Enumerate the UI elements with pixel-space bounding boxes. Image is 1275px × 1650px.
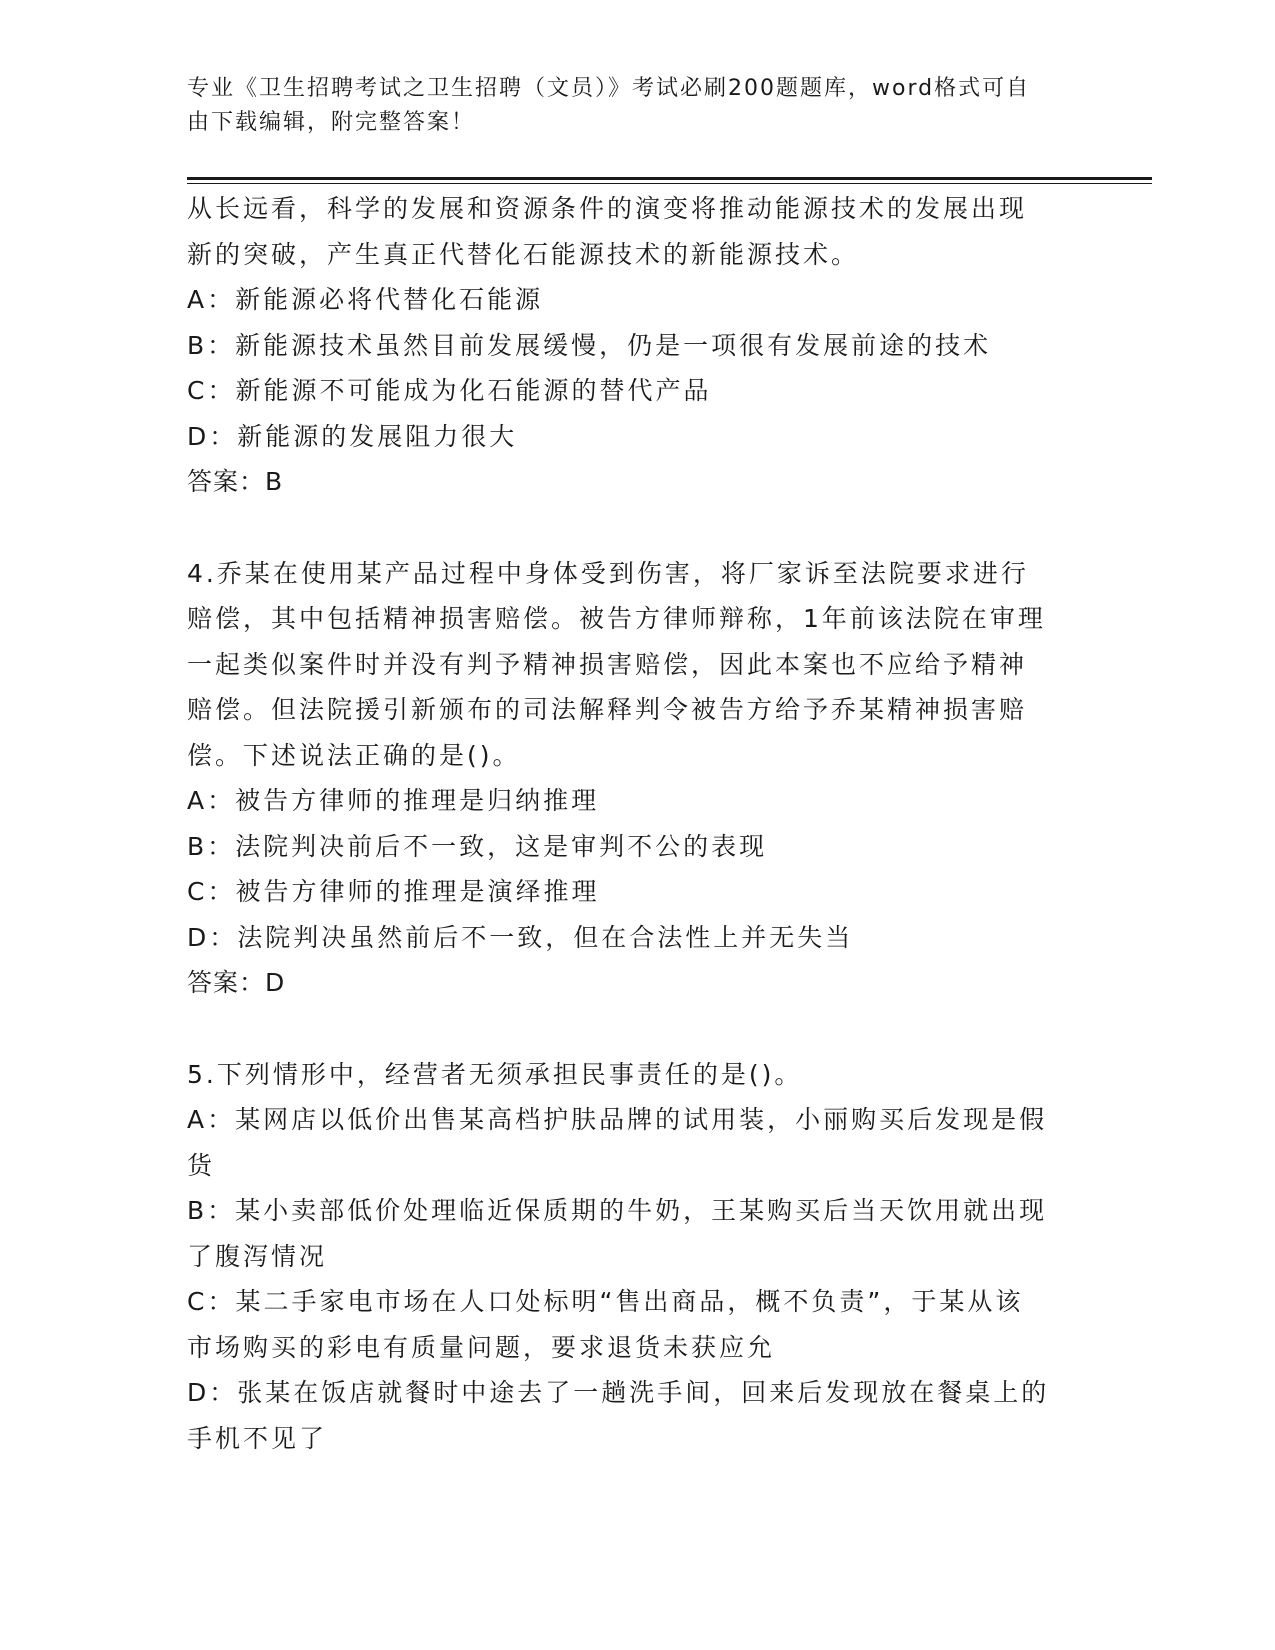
header-line-2: 由下载编辑，附完整答案！: [187, 110, 476, 135]
question-4: [187, 551, 1087, 1006]
question-4-option-d: D：法院判决虽然前后不一致，但在合法性上并无失当: [187, 922, 854, 952]
question-3-stem-line-2: 新的突破，产生真正代替化石能源技术的新能源技术。: [187, 239, 860, 269]
question-5-option-b-line-2: 了腹泻情况: [187, 1241, 328, 1271]
question-5-option-c-line-1: C：某二手家电市场在人口处标明“售出商品，概不负责”，于某从该: [187, 1287, 1024, 1316]
question-3-option-c: C：新能源不可能成为化石能源的替代产品: [187, 376, 712, 405]
question-3-stem-line-1: 从长远看，科学的发展和资源条件的演变将推动能源技术的发展出现: [187, 194, 1028, 223]
question-3: [187, 186, 1087, 505]
question-3-option-d: D：新能源的发展阻力很大: [187, 421, 518, 451]
question-4-option-a: A：被告方律师的推理是归纳推理: [187, 786, 600, 815]
question-3-option-b: B：新能源技术虽然目前发展缓慢，仍是一项很有发展前途的技术: [187, 330, 992, 360]
header-rule-thick: [187, 177, 1152, 180]
header-rule-thin: [187, 183, 1152, 184]
question-5-option-c-line-2: 市场购买的彩电有质量问题，要求退货未获应允: [187, 1332, 776, 1362]
question-4-stem-line-4: 赔偿。但法院援引新颁布的司法解释判令被告方给予乔某精神损害赔: [187, 695, 1028, 724]
question-5: [187, 1052, 1087, 1462]
question-5-option-a-line-1: A：某网店以低价出售某高档护肤品牌的试用装，小丽购买后发现是假: [187, 1105, 1048, 1134]
question-content: [187, 186, 1087, 1461]
question-4-stem-line-5: 偿。下述说法正确的是()。: [187, 740, 521, 770]
question-5-option-d-line-2: 手机不见了: [187, 1423, 328, 1453]
question-5-option-b-line-1: B：某小卖部低价处理临近保质期的牛奶，王某购买后当天饮用就出现: [187, 1196, 1048, 1225]
question-4-answer: 答案：D: [187, 968, 286, 997]
question-4-option-c: C：被告方律师的推理是演绎推理: [187, 877, 600, 906]
question-5-stem-line-1: 5.下列情形中，经营者无须承担民事责任的是()。: [187, 1059, 803, 1089]
spacer: [187, 1006, 1087, 1052]
question-5-option-a-line-2: 货: [187, 1150, 216, 1180]
question-4-stem-line-3: 一起类似案件时并没有判予精神损害赔偿，因此本案也不应给予精神: [187, 649, 1028, 679]
header-line-1: 专业《卫生招聘考试之卫生招聘（文员）》考试必刷200题题库，word格式可自: [187, 76, 1031, 101]
question-3-answer: 答案：B: [187, 467, 284, 496]
question-3-option-a: A：新能源必将代替化石能源: [187, 285, 544, 314]
document-header: [187, 72, 1087, 140]
question-4-stem-line-1: 4.乔某在使用某产品过程中身体受到伤害，将厂家诉至法院要求进行: [187, 558, 1029, 588]
question-4-option-b: B：法院判决前后不一致，这是审判不公的表现: [187, 831, 768, 861]
spacer: [187, 505, 1087, 551]
question-4-stem-line-2: 赔偿，其中包括精神损害赔偿。被告方律师辩称，1年前该法院在审理: [187, 604, 1046, 633]
question-5-option-d-line-1: D：张某在饭店就餐时中途去了一趟洗手间，回来后发现放在餐桌上的: [187, 1378, 1050, 1407]
